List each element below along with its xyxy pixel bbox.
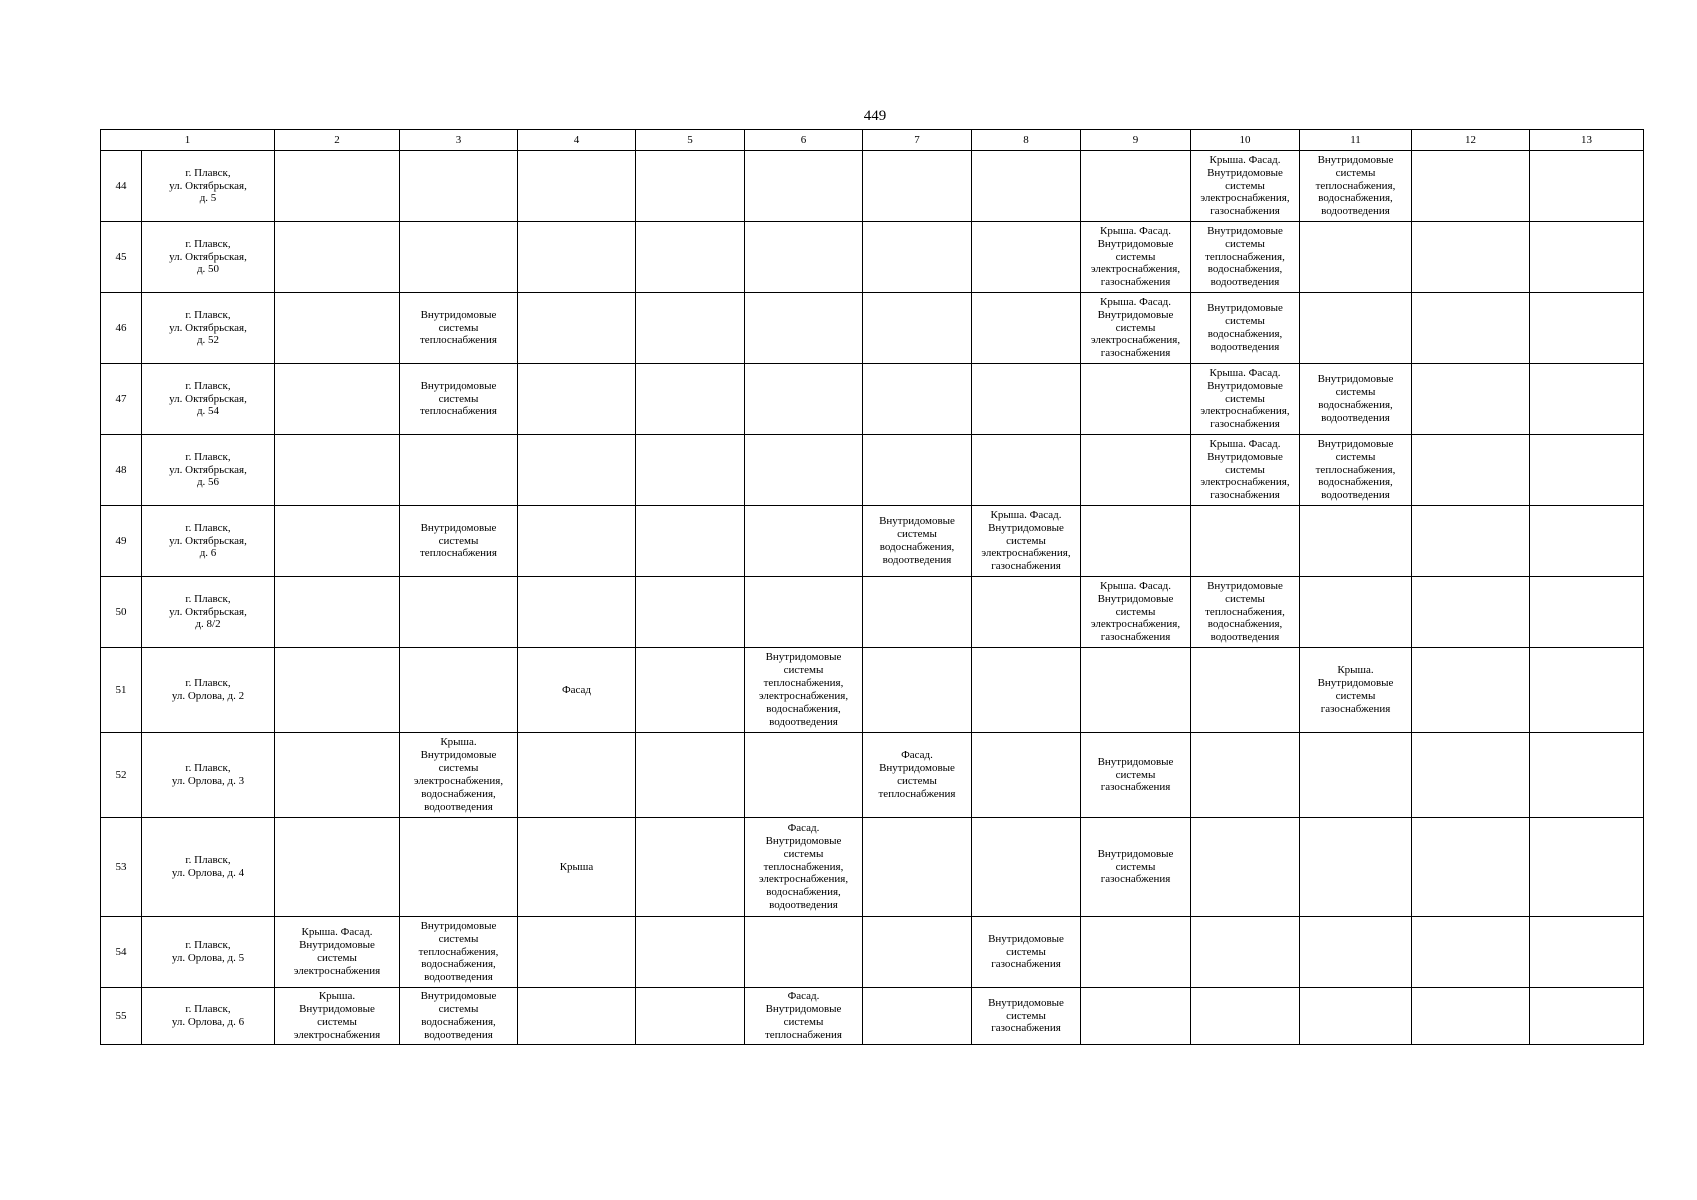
- work-cell-col-4: [518, 648, 636, 733]
- work-cell-col-10: [1191, 988, 1300, 1045]
- work-text: Внутридомовые системы водоснабжения, водоотведения: [420, 990, 497, 1041]
- work-cell-col-3: [400, 293, 518, 364]
- work-cell-col-9: [1081, 648, 1191, 733]
- work-cell-col-3: [400, 818, 518, 917]
- header-cell: 7: [863, 130, 972, 151]
- work-cell-col-11: [1300, 648, 1412, 733]
- work-text: Крыша. Фасад. Внутридомовые системы электроснабжения, газоснабжения: [1090, 579, 1181, 644]
- work-cell-col-5: [636, 151, 745, 222]
- work-cell-col-8: [972, 506, 1081, 577]
- address-cell: [142, 818, 275, 917]
- work-cell-col-10: [1191, 733, 1300, 818]
- work-cell-col-13: [1530, 818, 1644, 917]
- work-cell-col-4: [518, 364, 636, 435]
- work-cell-col-5: [636, 435, 745, 506]
- work-cell-col-8: [972, 151, 1081, 222]
- work-cell-col-4: [518, 293, 636, 364]
- work-cell-col-2: [275, 917, 400, 988]
- row-number: 50: [115, 605, 127, 618]
- work-cell-col-13: [1530, 364, 1644, 435]
- row-number-cell: [101, 222, 142, 293]
- address-cell: [142, 435, 275, 506]
- work-text: Внутридомовые системы газоснабжения: [1097, 755, 1174, 794]
- work-cell-col-6: [745, 577, 863, 648]
- work-cell-col-10: [1191, 435, 1300, 506]
- work-cell-col-10: [1191, 151, 1300, 222]
- work-cell-col-6: [745, 818, 863, 917]
- work-cell-col-9: [1081, 577, 1191, 648]
- work-cell-col-8: [972, 293, 1081, 364]
- work-cell-col-6: [745, 648, 863, 733]
- work-cell-col-6: [745, 364, 863, 435]
- row-number-cell: [101, 577, 142, 648]
- row-number: 53: [115, 860, 127, 873]
- work-cell-col-5: [636, 818, 745, 917]
- work-cell-col-11: [1300, 917, 1412, 988]
- work-cell-col-3: [400, 733, 518, 818]
- work-cell-col-4: [518, 506, 636, 577]
- work-cell-col-5: [636, 222, 745, 293]
- work-cell-col-5: [636, 648, 745, 733]
- address-text: г. Плавск, ул. Орлова, д. 2: [171, 677, 245, 702]
- table-row: [101, 648, 1644, 733]
- work-cell-col-7: [863, 151, 972, 222]
- work-text: Внутридомовые системы теплоснабжения: [420, 521, 497, 560]
- work-cell-col-10: [1191, 917, 1300, 988]
- work-text: Крыша. Фасад. Внутридомовые системы электроснабжения: [293, 926, 381, 977]
- work-cell-col-8: [972, 364, 1081, 435]
- work-cell-col-11: [1300, 733, 1412, 818]
- work-text: Крыша: [559, 860, 594, 873]
- work-cell-col-8: [972, 988, 1081, 1045]
- work-text: Фасад: [561, 683, 592, 696]
- work-cell-col-2: [275, 648, 400, 733]
- row-number: 51: [115, 683, 127, 696]
- row-number: 46: [115, 321, 127, 334]
- work-text: Внутридомовые системы газоснабжения: [988, 996, 1064, 1035]
- work-cell-col-13: [1530, 988, 1644, 1045]
- work-cell-col-12: [1412, 222, 1530, 293]
- header-cell: 6: [745, 130, 863, 151]
- work-cell-col-7: [863, 917, 972, 988]
- work-cell-col-2: [275, 577, 400, 648]
- address-text: г. Плавск, ул. Орлова, д. 3: [171, 762, 245, 787]
- table-row: [101, 917, 1644, 988]
- work-cell-col-7: [863, 818, 972, 917]
- work-cell-col-10: [1191, 577, 1300, 648]
- work-cell-col-10: [1191, 222, 1300, 293]
- header-cell: 13: [1530, 130, 1644, 151]
- work-cell-col-11: [1300, 506, 1412, 577]
- repair-schedule-table: [100, 129, 1644, 1045]
- table-row: [101, 988, 1644, 1045]
- address-text: г. Плавск, ул. Октябрьская, д. 5: [169, 166, 247, 205]
- work-cell-col-6: [745, 151, 863, 222]
- work-cell-col-13: [1530, 435, 1644, 506]
- row-number-cell: [101, 364, 142, 435]
- work-cell-col-4: [518, 151, 636, 222]
- work-cell-col-7: [863, 222, 972, 293]
- row-number: 45: [115, 250, 127, 263]
- work-cell-col-3: [400, 917, 518, 988]
- address-cell: [142, 293, 275, 364]
- work-cell-col-9: [1081, 222, 1191, 293]
- work-text: Крыша. Фасад. Внутридомовые системы электроснабжения, газоснабжения: [1090, 295, 1181, 360]
- address-cell: [142, 151, 275, 222]
- work-cell-col-12: [1412, 293, 1530, 364]
- work-text: Внутридомовые системы водоснабжения, водоотведения: [879, 515, 955, 566]
- work-cell-col-6: [745, 506, 863, 577]
- work-text: Фасад. Внутридомовые системы теплоснабжения: [765, 990, 842, 1041]
- work-text: Крыша. Фасад. Внутридомовые системы электроснабжения, газоснабжения: [1090, 224, 1181, 289]
- header-cell: 4: [518, 130, 636, 151]
- work-cell-col-13: [1530, 648, 1644, 733]
- work-cell-col-13: [1530, 222, 1644, 293]
- row-number: 48: [115, 463, 127, 476]
- address-text: г. Плавск, ул. Орлова, д. 6: [171, 1003, 245, 1028]
- work-text: Внутридомовые системы газоснабжения: [1097, 847, 1174, 886]
- work-text: Крыша. Фасад. Внутридомовые системы электроснабжения, газоснабжения: [981, 508, 1071, 573]
- row-number-cell: [101, 733, 142, 818]
- work-cell-col-13: [1530, 733, 1644, 818]
- work-cell-col-8: [972, 818, 1081, 917]
- work-cell-col-3: [400, 988, 518, 1045]
- address-cell: [142, 506, 275, 577]
- work-cell-col-3: [400, 648, 518, 733]
- address-cell: [142, 733, 275, 818]
- work-cell-col-11: [1300, 435, 1412, 506]
- header-cell: 2: [275, 130, 400, 151]
- work-cell-col-3: [400, 222, 518, 293]
- work-cell-col-13: [1530, 293, 1644, 364]
- work-cell-col-5: [636, 293, 745, 364]
- work-cell-col-10: [1191, 364, 1300, 435]
- address-text: г. Плавск, ул. Октябрьская, д. 54: [169, 379, 247, 418]
- work-text: Крыша. Фасад. Внутридомовые системы электроснабжения, газоснабжения: [1200, 366, 1290, 431]
- row-number: 49: [115, 534, 127, 547]
- work-cell-col-10: [1191, 818, 1300, 917]
- header-cell: 1: [101, 130, 275, 151]
- work-cell-col-8: [972, 733, 1081, 818]
- work-cell-col-3: [400, 577, 518, 648]
- table-row: [101, 222, 1644, 293]
- row-number-cell: [101, 917, 142, 988]
- work-cell-col-9: [1081, 818, 1191, 917]
- work-cell-col-7: [863, 293, 972, 364]
- work-cell-col-13: [1530, 151, 1644, 222]
- table-row: [101, 293, 1644, 364]
- work-cell-col-7: [863, 435, 972, 506]
- header-cell: 3: [400, 130, 518, 151]
- work-text: Фасад. Внутридомовые системы теплоснабжения, электроснабжения, водоснабжения, водоотведения: [758, 821, 849, 912]
- work-text: Крыша. Внутридомовые системы газоснабжения: [1317, 664, 1394, 715]
- row-number: 44: [115, 179, 127, 192]
- work-cell-col-9: [1081, 435, 1191, 506]
- work-cell-col-7: [863, 648, 972, 733]
- work-cell-col-4: [518, 917, 636, 988]
- row-number: 47: [115, 392, 127, 405]
- work-cell-col-2: [275, 818, 400, 917]
- work-cell-col-5: [636, 988, 745, 1045]
- work-cell-col-3: [400, 506, 518, 577]
- row-number-cell: [101, 151, 142, 222]
- work-cell-col-8: [972, 917, 1081, 988]
- work-text: Фасад. Внутридомовые системы теплоснабжения: [878, 749, 956, 800]
- table-row: [101, 733, 1644, 818]
- work-cell-col-2: [275, 988, 400, 1045]
- work-cell-col-4: [518, 577, 636, 648]
- address-text: г. Плавск, ул. Октябрьская, д. 8/2: [169, 592, 247, 631]
- work-cell-col-4: [518, 818, 636, 917]
- work-cell-col-2: [275, 151, 400, 222]
- table-row: [101, 151, 1644, 222]
- work-cell-col-6: [745, 293, 863, 364]
- work-text: Внутридомовые системы теплоснабжения: [420, 379, 497, 418]
- work-cell-col-6: [745, 988, 863, 1045]
- work-cell-col-7: [863, 506, 972, 577]
- work-text: Внутридомовые системы теплоснабжения, водоснабжения, водоотведения: [1205, 224, 1285, 289]
- work-cell-col-10: [1191, 648, 1300, 733]
- address-cell: [142, 917, 275, 988]
- work-text: Внутридомовые системы газоснабжения: [988, 932, 1064, 971]
- work-cell-col-13: [1530, 506, 1644, 577]
- page-number: 449: [863, 108, 887, 124]
- work-cell-col-6: [745, 917, 863, 988]
- work-cell-col-12: [1412, 648, 1530, 733]
- work-text: Внутридомовые системы теплоснабжения, водоснабжения, водоотведения: [418, 919, 499, 984]
- address-cell: [142, 648, 275, 733]
- header-cell: 11: [1300, 130, 1412, 151]
- work-cell-col-4: [518, 988, 636, 1045]
- work-cell-col-5: [636, 364, 745, 435]
- work-cell-col-12: [1412, 506, 1530, 577]
- work-cell-col-12: [1412, 577, 1530, 648]
- row-number-cell: [101, 293, 142, 364]
- work-cell-col-6: [745, 435, 863, 506]
- row-number: 54: [115, 945, 127, 958]
- row-number-cell: [101, 988, 142, 1045]
- work-cell-col-2: [275, 364, 400, 435]
- work-cell-col-4: [518, 435, 636, 506]
- address-text: г. Плавск, ул. Октябрьская, д. 52: [169, 308, 247, 347]
- work-cell-col-12: [1412, 733, 1530, 818]
- header-cell: 9: [1081, 130, 1191, 151]
- work-text: Внутридомовые системы теплоснабжения, электроснабжения, водоснабжения, водоотведения: [758, 651, 849, 728]
- work-text: Внутридомовые системы водоснабжения, водоотведения: [1207, 302, 1283, 353]
- address-cell: [142, 222, 275, 293]
- work-cell-col-6: [745, 733, 863, 818]
- work-cell-col-11: [1300, 222, 1412, 293]
- work-cell-col-8: [972, 435, 1081, 506]
- address-text: г. Плавск, ул. Октябрьская, д. 50: [169, 237, 247, 276]
- work-cell-col-8: [972, 222, 1081, 293]
- address-cell: [142, 577, 275, 648]
- work-cell-col-8: [972, 577, 1081, 648]
- work-cell-col-2: [275, 435, 400, 506]
- work-cell-col-5: [636, 733, 745, 818]
- work-text: Крыша. Фасад. Внутридомовые системы электроснабжения, газоснабжения: [1200, 437, 1290, 502]
- work-cell-col-11: [1300, 364, 1412, 435]
- work-cell-col-3: [400, 435, 518, 506]
- work-cell-col-4: [518, 222, 636, 293]
- row-number: 55: [115, 1009, 127, 1022]
- work-cell-col-7: [863, 364, 972, 435]
- header-cell: 5: [636, 130, 745, 151]
- work-cell-col-5: [636, 506, 745, 577]
- row-number-cell: [101, 506, 142, 577]
- work-cell-col-9: [1081, 506, 1191, 577]
- work-cell-col-9: [1081, 917, 1191, 988]
- work-cell-col-7: [863, 733, 972, 818]
- work-cell-col-11: [1300, 988, 1412, 1045]
- table-row: [101, 818, 1644, 917]
- work-text: Крыша. Внутридомовые системы электроснабжения: [293, 990, 381, 1041]
- work-cell-col-2: [275, 733, 400, 818]
- work-cell-col-9: [1081, 364, 1191, 435]
- work-text: Внутридомовые системы теплоснабжения, водоснабжения, водоотведения: [1315, 437, 1396, 502]
- address-text: г. Плавск, ул. Орлова, д. 4: [171, 854, 245, 879]
- work-cell-col-9: [1081, 293, 1191, 364]
- work-cell-col-11: [1300, 293, 1412, 364]
- work-text: Внутридомовые системы водоснабжения, водоотведения: [1317, 373, 1394, 424]
- work-cell-col-6: [745, 222, 863, 293]
- address-text: г. Плавск, ул. Орлова, д. 5: [171, 939, 245, 964]
- table-row: [101, 506, 1644, 577]
- work-cell-col-13: [1530, 917, 1644, 988]
- work-cell-col-12: [1412, 917, 1530, 988]
- work-cell-col-2: [275, 293, 400, 364]
- work-text: Крыша. Внутридомовые системы электроснабжения, водоснабжения, водоотведения: [413, 736, 504, 813]
- work-cell-col-5: [636, 577, 745, 648]
- header-cell: 8: [972, 130, 1081, 151]
- work-cell-col-12: [1412, 435, 1530, 506]
- work-cell-col-12: [1412, 364, 1530, 435]
- work-text: Крыша. Фасад. Внутридомовые системы электроснабжения, газоснабжения: [1200, 153, 1290, 218]
- address-text: г. Плавск, ул. Октябрьская, д. 6: [169, 521, 247, 560]
- header-row: [101, 130, 1644, 151]
- address-text: г. Плавск, ул. Октябрьская, д. 56: [169, 450, 247, 489]
- row-number-cell: [101, 818, 142, 917]
- work-cell-col-10: [1191, 506, 1300, 577]
- row-number-cell: [101, 435, 142, 506]
- header-cell: 12: [1412, 130, 1530, 151]
- address-cell: [142, 988, 275, 1045]
- work-cell-col-9: [1081, 988, 1191, 1045]
- table-row: [101, 364, 1644, 435]
- work-cell-col-12: [1412, 151, 1530, 222]
- work-cell-col-7: [863, 988, 972, 1045]
- address-cell: [142, 364, 275, 435]
- row-number: 52: [115, 768, 127, 781]
- work-cell-col-11: [1300, 818, 1412, 917]
- work-text: Внутридомовые системы теплоснабжения, водоснабжения, водоотведения: [1315, 153, 1396, 218]
- work-cell-col-11: [1300, 151, 1412, 222]
- row-number-cell: [101, 648, 142, 733]
- work-text: Внутридомовые системы теплоснабжения: [420, 308, 497, 347]
- work-cell-col-3: [400, 364, 518, 435]
- work-cell-col-4: [518, 733, 636, 818]
- work-cell-col-3: [400, 151, 518, 222]
- work-cell-col-12: [1412, 988, 1530, 1045]
- work-cell-col-2: [275, 222, 400, 293]
- work-cell-col-9: [1081, 151, 1191, 222]
- work-cell-col-10: [1191, 293, 1300, 364]
- work-cell-col-13: [1530, 577, 1644, 648]
- work-cell-col-9: [1081, 733, 1191, 818]
- table-row: [101, 435, 1644, 506]
- work-cell-col-5: [636, 917, 745, 988]
- work-cell-col-8: [972, 648, 1081, 733]
- header-cell: 10: [1191, 130, 1300, 151]
- table-row: [101, 577, 1644, 648]
- work-cell-col-7: [863, 577, 972, 648]
- work-cell-col-2: [275, 506, 400, 577]
- work-text: Внутридомовые системы теплоснабжения, водоснабжения, водоотведения: [1205, 579, 1285, 644]
- work-cell-col-11: [1300, 577, 1412, 648]
- work-cell-col-12: [1412, 818, 1530, 917]
